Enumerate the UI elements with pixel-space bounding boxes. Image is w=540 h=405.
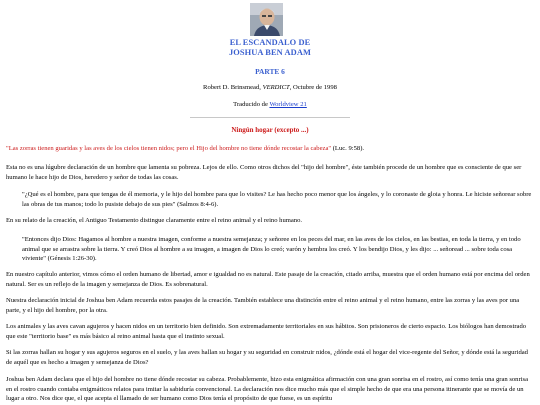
paragraph-2: En su relato de la creación, el Antiguo Testamento distingue claramente entre el reino animal y el reino humano. bbox=[6, 217, 303, 224]
byline-author: Robert D. Brinsmead, bbox=[203, 84, 261, 91]
title-line-1: EL ESCANDALO DE bbox=[229, 38, 311, 47]
author-portrait-image bbox=[250, 3, 283, 36]
byline bbox=[0, 84, 540, 91]
paragraph-1: Esta no es una lúgubre declaración de un hombre que lamenta su pobreza. Lejos de ello. Como otros dichos del "hijo del hombre", éste también procede de un hombre que es consciente de que ser humano le hace hijo de Dios, heredero y señor de todas las cosas. bbox=[6, 164, 522, 181]
title-line-2: JOSHUA BEN ADAM bbox=[228, 48, 311, 57]
paragraph-5: Los animales y las aves cavan agujeros y hacen nidos en un territorio bien definido. Son extremadamente territoriales en sus hábitos. Son prisioneros de cierto espacio. Los biólogos han demostrado que este "territorio base" es más básico al reino animal hasta que el instinto sexual. bbox=[6, 323, 527, 340]
byline-publication: VERDICT bbox=[262, 84, 290, 91]
translation-credit bbox=[0, 101, 540, 108]
epigraph bbox=[6, 144, 534, 154]
divider bbox=[190, 117, 350, 118]
translation-prefix: Traducido de bbox=[233, 101, 268, 108]
article-title bbox=[0, 38, 540, 58]
quote-genesis: "Entonces dijo Dios: Hagamos al hombre a nuestra imagen, conforme a nuestra semejanza; y señoree en los peces del mar, en las aves de los cielos, en las bestias, en toda la tierra, y en todo animal que se arrastra sobre la tierra. Y creó Dios al hombre a su imagen, a imagen de Dios lo creó; varón y hembra los creó. Y los bendijo Dios, y les dijo: ... señoread ... sobre toda cosa viviente" (Génesis 1:26-30). bbox=[22, 236, 521, 263]
quote-psalms: "¿Qué es el hombre, para que tengas de él memoria, y le hijo del hombre para que lo visites? Le has hecho poco menor que los ángeles, y lo coronaste de gloia y honra. Le hiciste señorear sobre las obras de tus manos; todo lo pusiste debajo de sus pies" (Salmos 8:4-6). bbox=[22, 191, 532, 208]
paragraph-3: En nuestro capítulo anterior, vimos cómo el orden humano de libertad, amor e igualdad no es natural. Este pasaje de la creación, citado arriba, muestra que el orden humano está por encima del orden natural. Ser es un reflejo de la imagen y semejanza de Dios. Es sobrenatural. bbox=[6, 271, 530, 288]
worldview-link[interactable]: Worldview 21 bbox=[269, 101, 307, 108]
paragraph-7: Joshua ben Adam declara que el hijo del hombre no tiene dónde recostar su cabeza. Probablemente, hizo esta enigmática afirmación con una gran sonrisa en el rostro, así como tenía una gran sonrisa en el rostro cuando contaba enigmáticos relatos para imitar la sabiduría convencional. La declaración nos dice mucho más que el simple hecho de que era una persona itinerante que se movía de un lugar a otro. Nos dice que, el que acepta el llamado de ser humano como Dios tenía el propósito de que fuese, es un espíritu bbox=[6, 376, 529, 403]
paragraph-6: Si las zorras hallan su hogar y sus agujeros seguros en el suelo, y las aves hallan su hogar y su seguridad en construir nidos, ¿dónde está el hogar del vice-regente del Señor, y dónde está la seguridad de aquél que es hecho a imagen y semejanza de Dios? bbox=[6, 349, 528, 366]
section-heading: Ningún hogar (excepto ...) bbox=[231, 126, 309, 134]
part-label: PARTE 6 bbox=[255, 67, 285, 76]
author-photo bbox=[250, 3, 283, 36]
epigraph-quote: "Las zorras tienen guaridas y las aves de los cielos tienen nidos; pero el Hijo del hombre no tiene dónde recostar la cabeza" bbox=[6, 145, 332, 152]
epigraph-reference: (Luc. 9:58). bbox=[331, 145, 365, 152]
byline-date: , Octubre de 1998 bbox=[289, 84, 337, 91]
paragraph-4: Nuestra declaración inicial de Joshua ben Adam recuerda estos pasajes de la creación. También establece una distinción entre el reino animal y el reino humano, entre las zorras y las aves por una parte, y el hijo del hombre, por la otra. bbox=[6, 297, 520, 314]
